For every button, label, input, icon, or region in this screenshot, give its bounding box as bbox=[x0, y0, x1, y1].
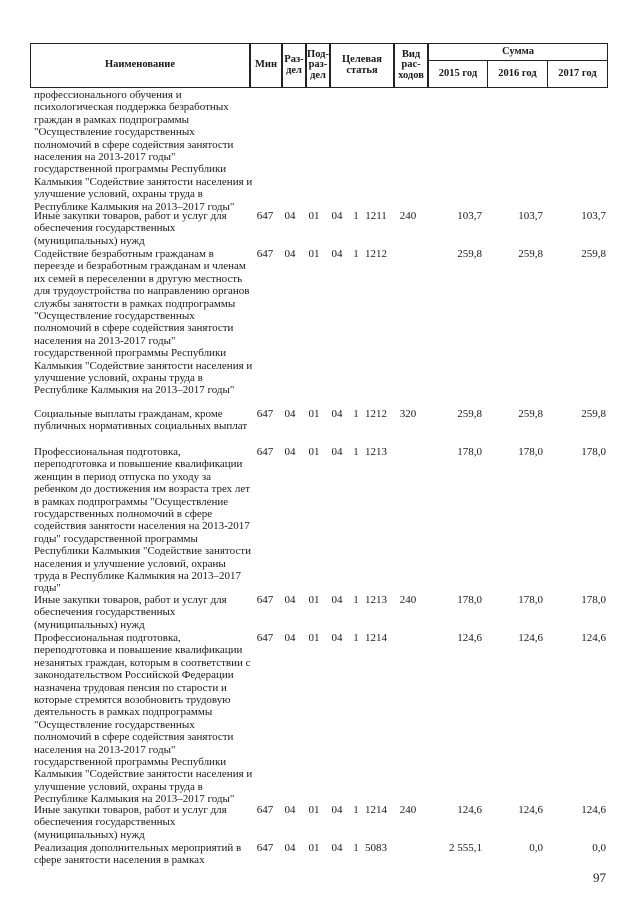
row-target-code: 1211 bbox=[365, 210, 387, 222]
row-min: 647 bbox=[256, 408, 274, 420]
row-name: Профессиональная подготовка, переподготовка и повышение квалификации женщин в период отпуска по уходу за ребенком до достижения им возраста трех лет в рамках подпрограммы "Осуществление государственных полномочий в сфере содействия занятости населения на 2013-2017 годы" государственной программы Республики Калмыкия "Содействие занятости населения и улучшение условий, охраны труда в Республике Калмыкия на 2013–2017 годы" bbox=[34, 446, 251, 595]
row-sum-2017: 103,7 bbox=[581, 210, 606, 222]
row-sum-2015: 178,0 bbox=[457, 446, 482, 458]
row-target-program: 04 bbox=[331, 210, 343, 222]
row-target-subprogram: 1 bbox=[353, 446, 359, 458]
row-sum-2017: 178,0 bbox=[581, 594, 606, 606]
row-podrazdel: 01 bbox=[308, 594, 320, 606]
header-name: Наименование bbox=[30, 43, 250, 88]
row-sum-2016: 124,6 bbox=[518, 804, 543, 816]
row-target-program: 04 bbox=[331, 804, 343, 816]
row-target-subprogram: 1 bbox=[353, 210, 359, 222]
row-name: Реализация дополнительных мероприятий в сфере занятости населения в рамках bbox=[34, 842, 242, 867]
row-sum-2015: 103,7 bbox=[457, 210, 482, 222]
row-sum-2017: 124,6 bbox=[581, 632, 606, 644]
row-target-code: 1214 bbox=[365, 804, 387, 816]
row-razdel: 04 bbox=[284, 804, 296, 816]
row-min: 647 bbox=[256, 842, 274, 854]
row-target-program: 04 bbox=[331, 632, 343, 644]
row-name: Профессиональная подготовка, переподготовка и повышение квалификации незанятых граждан, которым в соответствии с законодательством Российской Федерации назначена трудовая пенсия по старости и которые стремятся возобновить трудовую деятельность в рамках подпрограммы "Осуществление государственных полномочий в сфере содействия занятости населения на 2013-2017 годы" государственной программы Республики Калмыкия "Содействие занятости населения и улучшение условий, охраны труда в Республике Калмыкия на 2013–2017 годы" bbox=[34, 632, 253, 806]
row-target-code: 1213 bbox=[365, 446, 387, 458]
row-target-subprogram: 1 bbox=[353, 842, 359, 854]
row-podrazdel: 01 bbox=[308, 210, 320, 222]
row-sum-2016: 259,8 bbox=[518, 248, 543, 260]
row-target-program: 04 bbox=[331, 842, 343, 854]
row-target-code: 5083 bbox=[365, 842, 387, 854]
row-name: Иные закупки товаров, работ и услуг для обеспечения государственных (муниципальных) нужд bbox=[34, 804, 227, 841]
row-target-program: 04 bbox=[331, 594, 343, 606]
row-sum-2017: 259,8 bbox=[581, 408, 606, 420]
row-min: 647 bbox=[256, 804, 274, 816]
row-sum-2016: 103,7 bbox=[518, 210, 543, 222]
row-min: 647 bbox=[256, 248, 274, 260]
row-razdel: 04 bbox=[284, 210, 296, 222]
row-sum-2015: 178,0 bbox=[457, 594, 482, 606]
row-target-program: 04 bbox=[331, 248, 343, 260]
row-sum-2015: 124,6 bbox=[457, 632, 482, 644]
row-razdel: 04 bbox=[284, 446, 296, 458]
row-razdel: 04 bbox=[284, 594, 296, 606]
row-name: Иные закупки товаров, работ и услуг для обеспечения государственных (муниципальных) нужд bbox=[34, 210, 227, 247]
header-sum: Сумма bbox=[428, 43, 608, 61]
row-min: 647 bbox=[256, 594, 274, 606]
row-podrazdel: 01 bbox=[308, 804, 320, 816]
row-sum-2017: 178,0 bbox=[581, 446, 606, 458]
row-podrazdel: 01 bbox=[308, 248, 320, 260]
row-podrazdel: 01 bbox=[308, 446, 320, 458]
row-target-subprogram: 1 bbox=[353, 248, 359, 260]
header-2015: 2015 год bbox=[428, 60, 488, 88]
row-sum-2017: 259,8 bbox=[581, 248, 606, 260]
header-razdel: Раз-дел bbox=[282, 43, 306, 88]
row-sum-2016: 178,0 bbox=[518, 446, 543, 458]
row-name: профессионального обучения и психологическая поддержка безработных граждан в рамках подпрограммы "Осуществление государственных полномочий в сфере содействия занятости населения на 2013-2017 годы" государственной программы Республики Калмыкия "Содействие занятости населения и улучшение условий, охраны труда в Республике Калмыкия на 2013–2017 годы" bbox=[34, 89, 253, 213]
header-target: Целевая статья bbox=[330, 43, 394, 88]
row-podrazdel: 01 bbox=[308, 408, 320, 420]
row-vid: 320 bbox=[399, 408, 417, 420]
row-name: Иные закупки товаров, работ и услуг для обеспечения государственных (муниципальных) нужд bbox=[34, 594, 227, 631]
header-podrazdel: Под-раз-дел bbox=[306, 43, 330, 88]
row-target-code: 1213 bbox=[365, 594, 387, 606]
row-sum-2016: 124,6 bbox=[518, 632, 543, 644]
row-target-program: 04 bbox=[331, 446, 343, 458]
header-vid: Вид рас-ходов bbox=[394, 43, 428, 88]
row-name: Содействие безработным гражданам в переезде и безработным гражданам и членам их семей в переселении в другую местность для трудоустройства по направлению органов службы занятости в рамках подпрограммы "Осуществление государственных полномочий в сфере содействия занятости населения на 2013-2017 годы" государственной программы Республики Калмыкия "Содействие занятости населения и улучшение условий, охраны труда в Республике Калмыкия на 2013–2017 годы" bbox=[34, 248, 253, 397]
page-number: 97 bbox=[593, 870, 606, 885]
row-sum-2016: 0,0 bbox=[529, 842, 543, 854]
row-sum-2015: 259,8 bbox=[457, 408, 482, 420]
row-sum-2017: 124,6 bbox=[581, 804, 606, 816]
row-target-subprogram: 1 bbox=[353, 804, 359, 816]
row-target-code: 1212 bbox=[365, 248, 387, 260]
row-razdel: 04 bbox=[284, 408, 296, 420]
row-sum-2015: 259,8 bbox=[457, 248, 482, 260]
row-sum-2016: 259,8 bbox=[518, 408, 543, 420]
row-vid: 240 bbox=[399, 210, 417, 222]
row-target-code: 1212 bbox=[365, 408, 387, 420]
row-razdel: 04 bbox=[284, 842, 296, 854]
row-podrazdel: 01 bbox=[308, 632, 320, 644]
row-target-subprogram: 1 bbox=[353, 594, 359, 606]
row-sum-2015: 2 555,1 bbox=[449, 842, 482, 854]
row-sum-2017: 0,0 bbox=[592, 842, 606, 854]
row-razdel: 04 bbox=[284, 248, 296, 260]
header-2017: 2017 год bbox=[547, 60, 608, 88]
row-podrazdel: 01 bbox=[308, 842, 320, 854]
row-vid: 240 bbox=[399, 804, 417, 816]
row-sum-2015: 124,6 bbox=[457, 804, 482, 816]
row-target-program: 04 bbox=[331, 408, 343, 420]
row-min: 647 bbox=[256, 632, 274, 644]
row-name: Социальные выплаты гражданам, кроме публичных нормативных социальных выплат bbox=[34, 408, 248, 433]
header-min: Мин bbox=[250, 43, 282, 88]
row-min: 647 bbox=[256, 446, 274, 458]
header-2016: 2016 год bbox=[487, 60, 548, 88]
row-target-subprogram: 1 bbox=[353, 408, 359, 420]
row-min: 647 bbox=[256, 210, 274, 222]
row-sum-2016: 178,0 bbox=[518, 594, 543, 606]
row-vid: 240 bbox=[399, 594, 417, 606]
row-target-subprogram: 1 bbox=[353, 632, 359, 644]
row-razdel: 04 bbox=[284, 632, 296, 644]
row-target-code: 1214 bbox=[365, 632, 387, 644]
